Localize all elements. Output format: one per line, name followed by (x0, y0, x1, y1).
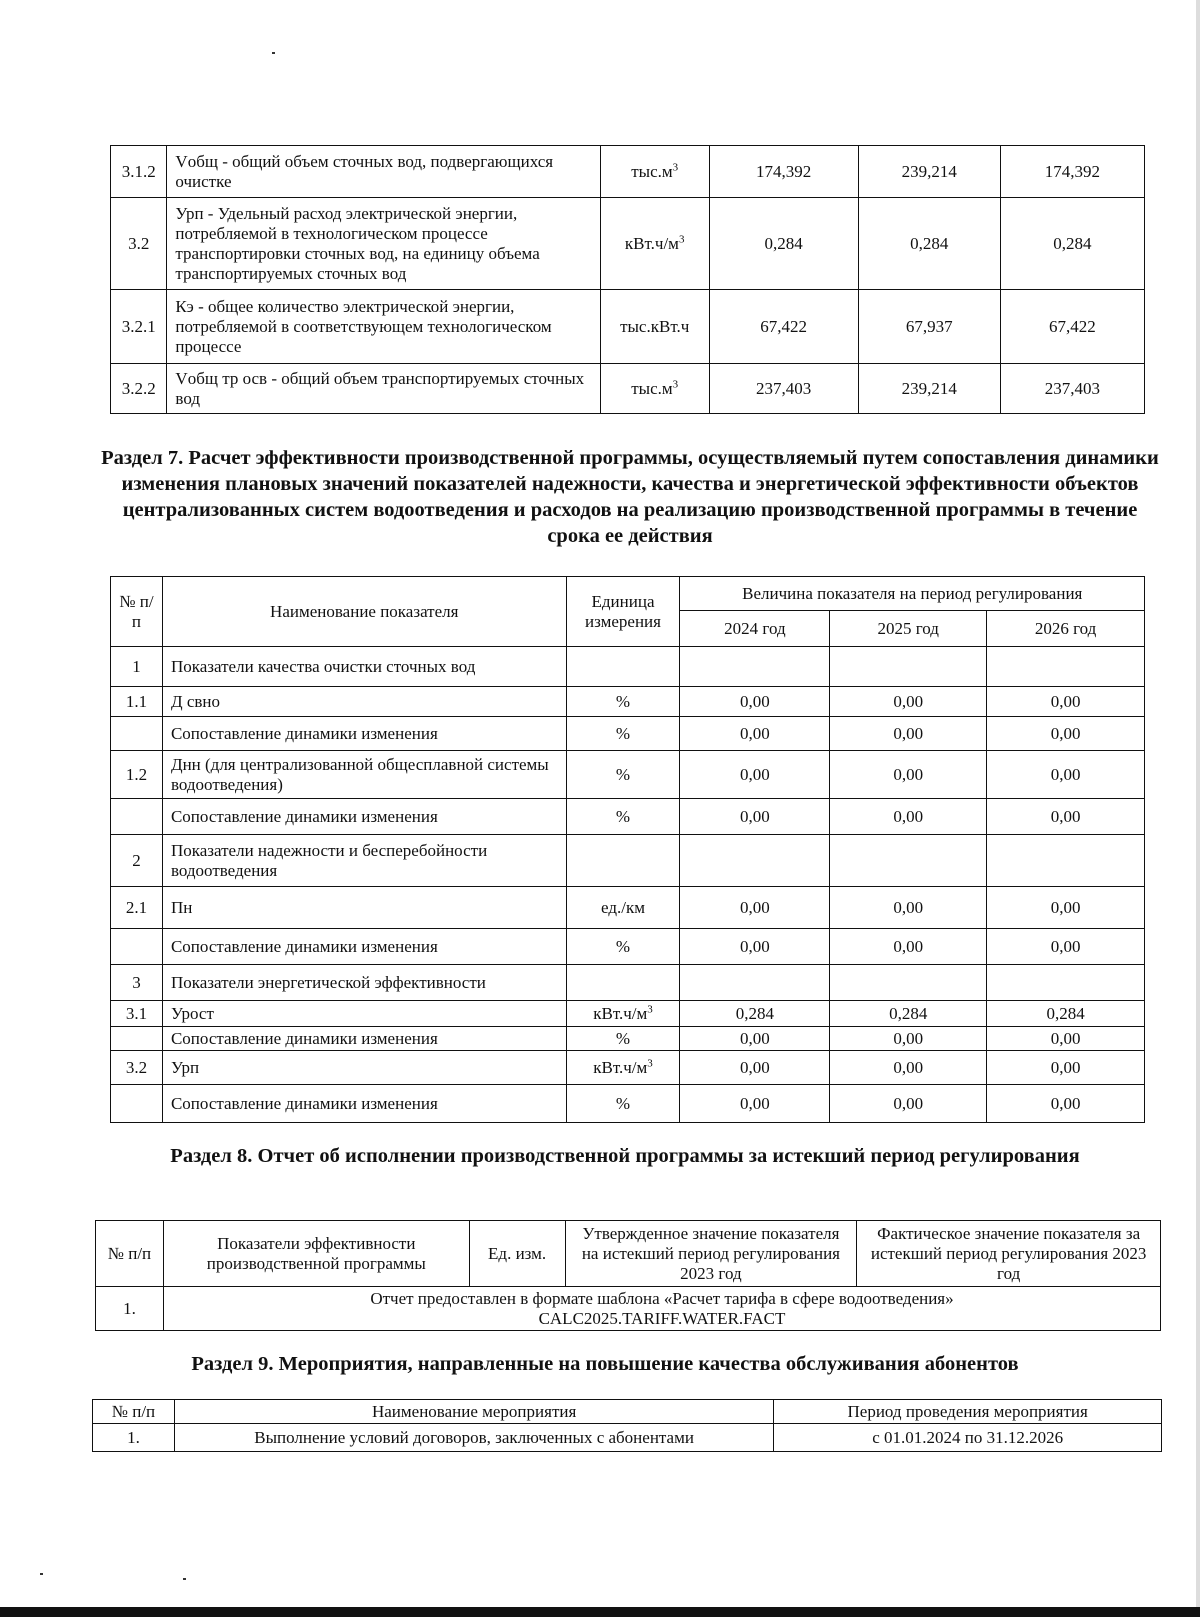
value-2024: 0,00 (680, 799, 830, 835)
value-2025 (830, 965, 987, 1001)
customer-service-measures-table (92, 1399, 1162, 1452)
col-header-actual: Фактическое значение показателя за истекший период регулирования 2023 год (857, 1221, 1161, 1287)
row-number: 3.2.2 (111, 364, 167, 414)
unit-cell (566, 965, 680, 1001)
table-row (93, 1424, 1162, 1452)
indicator-name: Сопоставление динамики изменения (162, 1027, 566, 1051)
value-2025 (830, 647, 987, 687)
value-2024: 0,00 (680, 1027, 830, 1051)
value-cell: 239,214 (858, 146, 1000, 198)
col-header-number: № п/п (93, 1400, 175, 1424)
row-number: 1 (111, 647, 163, 687)
col-header-year-2026: 2026 год (987, 611, 1145, 647)
unit-text: ед./км (601, 897, 645, 917)
row-number: 1. (93, 1424, 175, 1452)
value-cell: 67,422 (1000, 290, 1144, 364)
indicator-name: Днн (для централизованной общесплавной системы водоотведения) (162, 751, 566, 799)
indicator-name: Vобщ тр осв - общий объем транспортируемых сточных вод (167, 364, 600, 414)
row-number: 2.1 (111, 887, 163, 929)
indicator-name: Урп - Удельный расход электрической энергии, потребляемой в технологическом процессе транспортировки сточных вод, на единицу объема транспортируемых сточных вод (167, 198, 600, 290)
table-row (111, 364, 1145, 414)
unit-cell (566, 687, 680, 717)
row-number: 1. (96, 1287, 164, 1331)
unit-text: % (615, 936, 631, 956)
value-2024: 0,00 (680, 687, 830, 717)
unit-cell (566, 929, 680, 965)
row-number: 3.2.1 (111, 290, 167, 364)
scan-speck (183, 1578, 186, 1580)
indicator-name: Сопоставление динамики изменения (162, 1085, 566, 1123)
value-cell: 237,403 (709, 364, 858, 414)
report-note-text: Отчет предоставлен в формате шаблона «Расчет тарифа в сфере водоотведения» (370, 1288, 954, 1308)
unit-cell (566, 647, 680, 687)
indicator-name: Д свно (162, 687, 566, 717)
value-2024: 0,284 (680, 1001, 830, 1027)
report-template-code: CALC2025.TARIFF.WATER.FACT (538, 1308, 786, 1328)
row-number (111, 929, 163, 965)
value-2026: 0,00 (987, 1027, 1145, 1051)
unit-cell: $тыс.м^3$ (600, 364, 709, 414)
value-2024: 0,00 (680, 887, 830, 929)
value-2026: 0,284 (987, 1001, 1145, 1027)
col-header-year-2024: 2024 год (680, 611, 830, 647)
value-2026 (987, 647, 1145, 687)
table-row (111, 198, 1145, 290)
unit-cell: $тыс.м^3$ (600, 146, 709, 198)
value-2025 (830, 835, 987, 887)
unit-superscript: 3 (647, 1056, 653, 1069)
table-row (111, 717, 1145, 751)
table-row (111, 887, 1145, 929)
value-2026: 0,00 (987, 751, 1145, 799)
unit-cell (566, 751, 680, 799)
value-2024 (680, 835, 830, 887)
col-header-approved: Утвержденное значение показателя на истекший период регулирования 2023 год (565, 1221, 857, 1287)
value-2024: 0,00 (680, 751, 830, 799)
value-2025: 0,00 (830, 751, 987, 799)
col-header-number: № п/п (96, 1221, 164, 1287)
value-2026: 0,00 (987, 887, 1145, 929)
row-number: 2 (111, 835, 163, 887)
table-row (111, 1027, 1145, 1051)
col-header-period: Величина показателя на период регулирования (680, 577, 1145, 611)
value-2026: 0,00 (987, 799, 1145, 835)
measure-period: с 01.01.2024 по 31.12.2026 (774, 1424, 1162, 1452)
value-2026 (987, 835, 1145, 887)
scan-speck (40, 1573, 43, 1575)
value-2026: 0,00 (987, 1085, 1145, 1123)
unit-text: кВт.ч/м (593, 1057, 648, 1077)
indicator-name: Пн (162, 887, 566, 929)
indicator-name: Показатели надежности и бесперебойности водоотведения (162, 835, 566, 887)
value-2025: 0,00 (830, 687, 987, 717)
value-2025: 0,00 (830, 929, 987, 965)
unit-cell (566, 887, 680, 929)
row-number: 3.1.2 (111, 146, 167, 198)
col-header-year-2025: 2025 год (830, 611, 987, 647)
report-note (163, 1287, 1160, 1331)
unit-cell (566, 1027, 680, 1051)
table-row (111, 751, 1145, 799)
indicator-name: Vобщ - общий объем сточных вод, подвергающихся очистке (167, 146, 600, 198)
table-row (111, 290, 1145, 364)
table-row (111, 1001, 1145, 1027)
indicator-name: Кэ - общее количество электрической энергии, потребляемой в соответствующем технологическом процессе (167, 290, 600, 364)
value-cell: 0,284 (709, 198, 858, 290)
row-number: 3.2 (111, 198, 167, 290)
value-cell: 67,937 (858, 290, 1000, 364)
value-2025: 0,00 (830, 1027, 987, 1051)
indicator-name: Показатели энергетической эффективности (162, 965, 566, 1001)
section-9-title: Раздел 9. Мероприятия, направленные на повышение качества обслуживания абонентов (191, 1353, 1019, 1375)
table-row (111, 687, 1145, 717)
table-row (111, 1085, 1145, 1123)
unit-cell (566, 717, 680, 751)
header-row (96, 1221, 1161, 1287)
row-number: 3.1 (111, 1001, 163, 1027)
unit-cell (566, 1001, 680, 1027)
scan-edge (1196, 0, 1200, 1617)
value-2025: 0,00 (830, 717, 987, 751)
table-row (111, 146, 1145, 198)
col-header-name: Наименование показателя (162, 577, 566, 647)
col-header-unit: Ед. изм. (469, 1221, 565, 1287)
col-header-indicators: Показатели эффективности производственной программы (163, 1221, 469, 1287)
measure-name: Выполнение условий договоров, заключенных с абонентами (174, 1424, 773, 1452)
value-cell: 174,392 (709, 146, 858, 198)
table-row (111, 965, 1145, 1001)
row-number (111, 1085, 163, 1123)
row-number (111, 1027, 163, 1051)
unit-text: % (615, 723, 631, 743)
value-cell: 174,392 (1000, 146, 1144, 198)
unit-cell: тыс.кВт.ч (600, 290, 709, 364)
unit-text: % (615, 764, 631, 784)
value-2024 (680, 647, 830, 687)
value-2024: 0,00 (680, 1085, 830, 1123)
unit-superscript: 3 (647, 1002, 653, 1015)
row-number: 1.1 (111, 687, 163, 717)
row-number (111, 799, 163, 835)
table-row (111, 929, 1145, 965)
col-header-period: Период проведения мероприятия (774, 1400, 1162, 1424)
unit-text: % (615, 806, 631, 826)
value-2025: 0,00 (830, 1085, 987, 1123)
value-2025: 0,00 (830, 799, 987, 835)
value-2025: 0,00 (830, 1051, 987, 1085)
value-cell: 239,214 (858, 364, 1000, 414)
value-2026 (987, 965, 1145, 1001)
value-2025: 0,00 (830, 887, 987, 929)
scan-speck (272, 52, 275, 54)
indicator-name: Показатели качества очистки сточных вод (162, 647, 566, 687)
indicator-name: Урост (162, 1001, 566, 1027)
indicator-name: Сопоставление динамики изменения (162, 929, 566, 965)
unit-text: % (615, 1028, 631, 1048)
row-number: 3.2 (111, 1051, 163, 1085)
value-2026: 0,00 (987, 1051, 1145, 1085)
row-number (111, 717, 163, 751)
value-2026: 0,00 (987, 687, 1145, 717)
table-row (111, 1051, 1145, 1085)
section-7-title: Раздел 7. Расчет эффективности производственной программы, осуществляемый путем сопоставления динамики изменения плановых значений показателей надежности, качества и энергетической эффективности объектов централизованных систем водоотведения и расходов на реализацию производственной программы в течение срока ее действия (101, 447, 1159, 547)
value-2024: 0,00 (680, 1051, 830, 1085)
execution-report-table (95, 1220, 1161, 1331)
row-number: 1.2 (111, 751, 163, 799)
value-cell: 0,284 (858, 198, 1000, 290)
unit-text: % (615, 691, 631, 711)
indicator-name: Сопоставление динамики изменения (162, 799, 566, 835)
value-2025: 0,284 (830, 1001, 987, 1027)
col-header-measure: Наименование мероприятия (174, 1400, 773, 1424)
unit-cell (566, 1051, 680, 1085)
value-2024: 0,00 (680, 929, 830, 965)
unit-text: % (615, 1093, 631, 1113)
unit-cell: $кВт.ч/м^3$ (600, 198, 709, 290)
value-cell: 237,403 (1000, 364, 1144, 414)
indicator-name: Урп (162, 1051, 566, 1085)
value-cell: 0,284 (1000, 198, 1144, 290)
unit-text: кВт.ч/м (593, 1003, 648, 1023)
indicators-continuation-table (110, 145, 1145, 414)
unit-cell (566, 799, 680, 835)
value-2024 (680, 965, 830, 1001)
unit-cell (566, 1085, 680, 1123)
row-number: 3 (111, 965, 163, 1001)
unit-cell (566, 835, 680, 887)
efficiency-calculation-table (110, 576, 1145, 1123)
table-row (96, 1287, 1161, 1331)
scan-bottom-border (0, 1607, 1200, 1617)
indicator-name: Сопоставление динамики изменения (162, 717, 566, 751)
value-2026: 0,00 (987, 929, 1145, 965)
header-row (93, 1400, 1162, 1424)
value-2024: 0,00 (680, 717, 830, 751)
col-header-unit: Единица измерения (566, 577, 680, 647)
col-header-number: № п/п (111, 577, 163, 647)
table-row (111, 799, 1145, 835)
header-row (111, 577, 1145, 611)
table-row (111, 835, 1145, 887)
section-8-title: Раздел 8. Отчет об исполнении производственной программы за истекший период регулирования (170, 1145, 1080, 1167)
table-row (111, 647, 1145, 687)
value-2026: 0,00 (987, 717, 1145, 751)
value-cell: 67,422 (709, 290, 858, 364)
